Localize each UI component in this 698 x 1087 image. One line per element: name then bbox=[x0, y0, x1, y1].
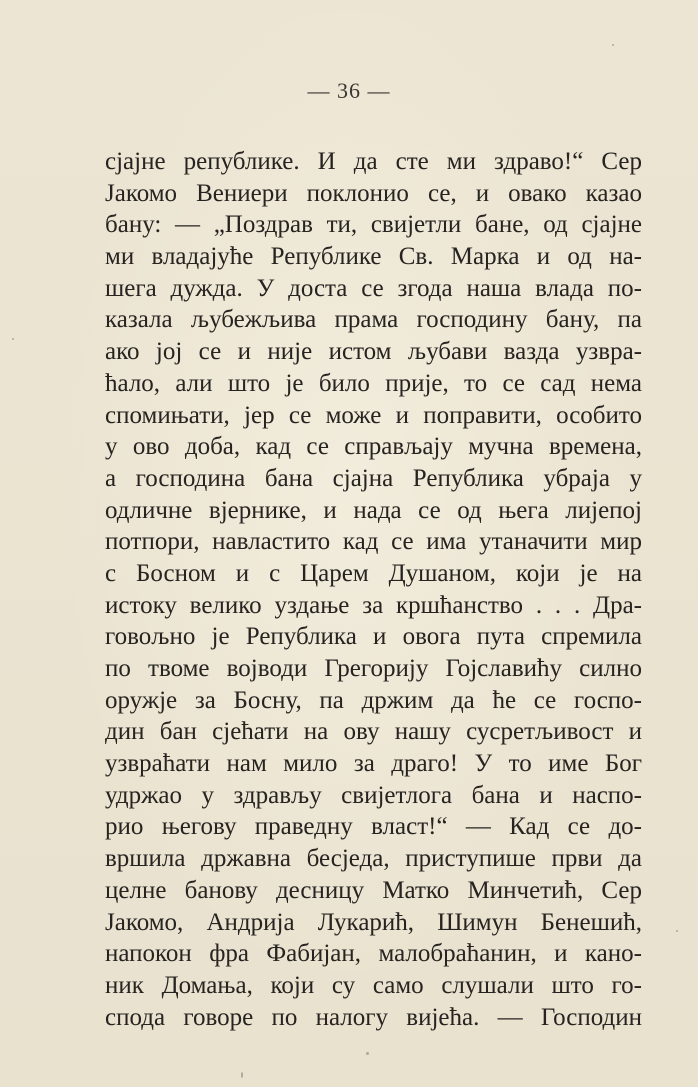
text-line: казала љубежљива прама господину бану, па bbox=[105, 306, 642, 334]
text-line: шега дужда. У доста се згода наша влада по- bbox=[105, 274, 642, 302]
text-line: Јакомо Вениери поклонио се, и овако казао bbox=[105, 179, 642, 207]
text-line: спомињати, јер се може и поправити, особито bbox=[105, 401, 642, 429]
text-line: ћало, али што је било прије, то се сад нема bbox=[105, 369, 642, 397]
text-line: целне банову десницу Матко Минчетић, Сер bbox=[105, 876, 642, 904]
text-line: узвраћати нам мило за драго! У то име Бог bbox=[105, 750, 642, 778]
text-line: по твоме војводи Грегорију Гојславићу силно bbox=[105, 655, 642, 682]
page-number: — 36 — bbox=[307, 78, 391, 103]
text-line: удржао у здрављу свијетлога бана и наспо- bbox=[105, 781, 642, 809]
text-line: а господина бана сјајна Република убраја у bbox=[105, 464, 642, 492]
text-line: одличне вјернике, и нада се од њега лијепој bbox=[105, 496, 642, 524]
body-text bbox=[105, 146, 642, 1033]
text-line: сјајне републике. И да сте ми здраво!“ Сер bbox=[105, 148, 642, 175]
text-line: спода говоре по налогу вијећа. — Господин bbox=[105, 1003, 642, 1031]
text-line: напокон фра Фабијан, малобраћанин, и кано- bbox=[105, 940, 642, 968]
text-line: рио његову праведну власт!“ — Кад се до- bbox=[105, 813, 642, 841]
paper-speck bbox=[612, 44, 614, 46]
text-line: Јакомо, Андрија Лукарић, Шимун Бенешић, bbox=[105, 908, 642, 936]
text-line: вршила државна бесједа, приступише први да bbox=[105, 845, 642, 873]
text-line: дин бан сјећати на ову нашу сусретљивост и bbox=[105, 718, 642, 746]
text-line: ако јој се и није истом љубави вазда узвра- bbox=[105, 338, 642, 366]
paper-speck bbox=[241, 1072, 243, 1078]
text-line: ник Домања, који су само слушали што го- bbox=[105, 971, 642, 999]
text-line: с Босном и с Царем Душаном, који је на bbox=[105, 559, 642, 587]
text-line: оружје за Босну, па држим да ће се госпо- bbox=[105, 686, 642, 714]
text-line: говољно је Република и овога пута спремила bbox=[105, 623, 642, 651]
text-line: у ово доба, кад се справљају мучна времена, bbox=[105, 433, 642, 461]
text-line: истоку велико уздање за кршћанство . . . Дра- bbox=[105, 591, 642, 619]
paper-speck bbox=[12, 338, 14, 340]
paper-speck bbox=[366, 1052, 369, 1055]
text-line: ми владајуће Републике Св. Марка и од на- bbox=[105, 243, 642, 271]
text-line: потпори, навластито кад се има утаначити мир bbox=[105, 528, 642, 556]
text-line: бану: — „Поздрав ти, свијетли бане, од сјајне bbox=[105, 211, 642, 239]
paper-speck bbox=[676, 930, 678, 932]
